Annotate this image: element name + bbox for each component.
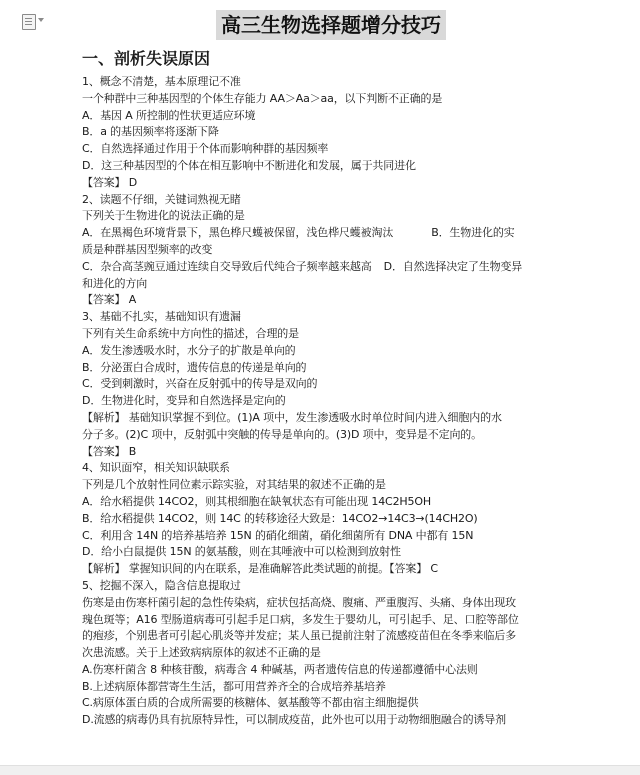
analysis-text: 【解析】 掌握知识间的内在联系，是准确解答此类试题的前提。	[82, 562, 390, 576]
option-line: 质是种群基因型频率的改变	[82, 242, 213, 256]
chevron-down-icon[interactable]	[38, 18, 44, 22]
question-stem-3: 下列有关生命系统中方向性的描述，合理的是	[82, 326, 299, 340]
question-heading-1: 1、概念不清楚，基本原理记不准	[82, 75, 241, 88]
option-line: D.流感的病毒仍具有抗原特异性，可以制成疫苗，此外也可以用于动物细胞融合的诱导剂	[82, 713, 506, 727]
analysis-line: 【解析】 基础知识掌握不到位。(1)A 项中，发生渗透吸水时单位时间内进入细胞内的水	[82, 410, 502, 424]
question-stem-5: 伤寒是由伤寒杆菌引起的急性传染病，症状包括高烧、腹痛、严重腹泻、头痛、身体出现玫	[82, 595, 516, 609]
option-line: A．基因 A 所控制的性状更适应环境	[82, 108, 256, 122]
analysis-line	[82, 561, 630, 578]
document-title: 高三生物选择题增分技巧	[216, 10, 446, 40]
question-stem-1: 一个种群中三种基因型的个体生存能力 AA＞Aa＞aa，以下判断不正确的是	[82, 91, 443, 105]
option-line: B.上述病原体都营寄生生活，都可用营养齐全的合成培养基培养	[82, 679, 386, 693]
question-heading-2: 2、读题不仔细，关键词熟视无睹	[82, 192, 241, 206]
option-d: D．自然选择决定了生物变异	[383, 259, 523, 273]
option-line: D．生物进化时，变异和自然选择是定向的	[82, 394, 286, 408]
option-line: B．a 的基因频率将逐渐下降	[82, 125, 219, 139]
option-line: C．利用含 14N 的培养基培养 15N 的硝化细菌，硝化细菌所有 DNA 中都有 15N	[82, 528, 474, 542]
option-line	[82, 225, 630, 242]
question-stem-5: 的疱疹，个别患者可引起心肌炎等并发症；某人虽已提前注射了流感疫苗但在冬季来临后多	[82, 629, 516, 643]
question-heading-3: 3、基础不扎实，基础知识有遗漏	[82, 310, 241, 324]
option-c: C．杂合高茎豌豆通过连续自交导致后代纯合子频率越来越高	[82, 259, 372, 273]
question-stem-5: 瑰色斑等；A16 型肠道病毒可引起手足口病，多发生于婴幼儿，可引起手、足、口腔等部位	[82, 612, 519, 626]
option-line: 和进化的方向	[82, 276, 148, 290]
option-line: B．给水稻提供 14CO2，则 14C 的转移途径大致是：14CO2→14C3→(14CH2O)	[82, 511, 478, 525]
option-line: A.伤寒杆菌含 8 种核苷酸，病毒含 4 种碱基，两者遗传信息的传递都遵循中心法则	[82, 662, 478, 676]
option-line: D．给小白鼠提供 15N 的氨基酸，则在其唾液中可以检测到放射性	[82, 545, 401, 559]
option-line: C．自然选择通过作用于个体而影响种群的基因频率	[82, 142, 329, 156]
option-b: B．生物进化的实	[431, 226, 515, 240]
option-a: A．在黑褐色环境背景下，黑色桦尺蠖被保留，浅色桦尺蠖被淘汰	[82, 226, 394, 240]
option-line: C.病原体蛋白质的合成所需要的核糖体、氨基酸等不都由宿主细胞提供	[82, 696, 419, 710]
option-line: D．这三种基因型的个体在相互影响中不断进化和发展，属于共同进化	[82, 158, 416, 172]
document-icon[interactable]	[22, 14, 36, 30]
answer-line: 【答案】 A	[82, 293, 137, 307]
question-heading-5: 5、挖掘不深入，隐含信息提取过	[82, 578, 241, 592]
option-line: B．分泌蛋白合成时，遗传信息的传递是单向的	[82, 360, 307, 374]
analysis-line: 分子多。(2)C 项中，反射弧中突触的传导是单向的。(3)D 项中，变异是不定向的。	[82, 427, 483, 441]
option-line: A．给水稻提供 14CO2，则其根细胞在缺氧状态有可能出现 14C2H5OH	[82, 494, 432, 508]
option-line: C．受到刺激时，兴奋在反射弧中的传导是双向的	[82, 377, 318, 391]
option-line: A．发生渗透吸水时，水分子的扩散是单向的	[82, 343, 296, 357]
answer-line: 【答案】 B	[82, 444, 137, 458]
section-heading: 一、剖析失误原因	[82, 49, 211, 68]
question-heading-4: 4、知识面窄，相关知识缺联系	[82, 461, 230, 475]
answer-text: 【答案】 C	[389, 562, 438, 576]
answer-line: 【答案】 D	[82, 175, 138, 189]
question-stem-2: 下列关于生物进化的说法正确的是	[82, 209, 245, 223]
document-body	[82, 74, 630, 729]
question-stem-4: 下列是几个放射性同位素示踪实验，对其结果的叙述不正确的是	[82, 478, 386, 492]
question-stem-5: 次患流感。关于上述致病病原体的叙述不正确的是	[82, 646, 321, 660]
option-line	[82, 259, 630, 276]
